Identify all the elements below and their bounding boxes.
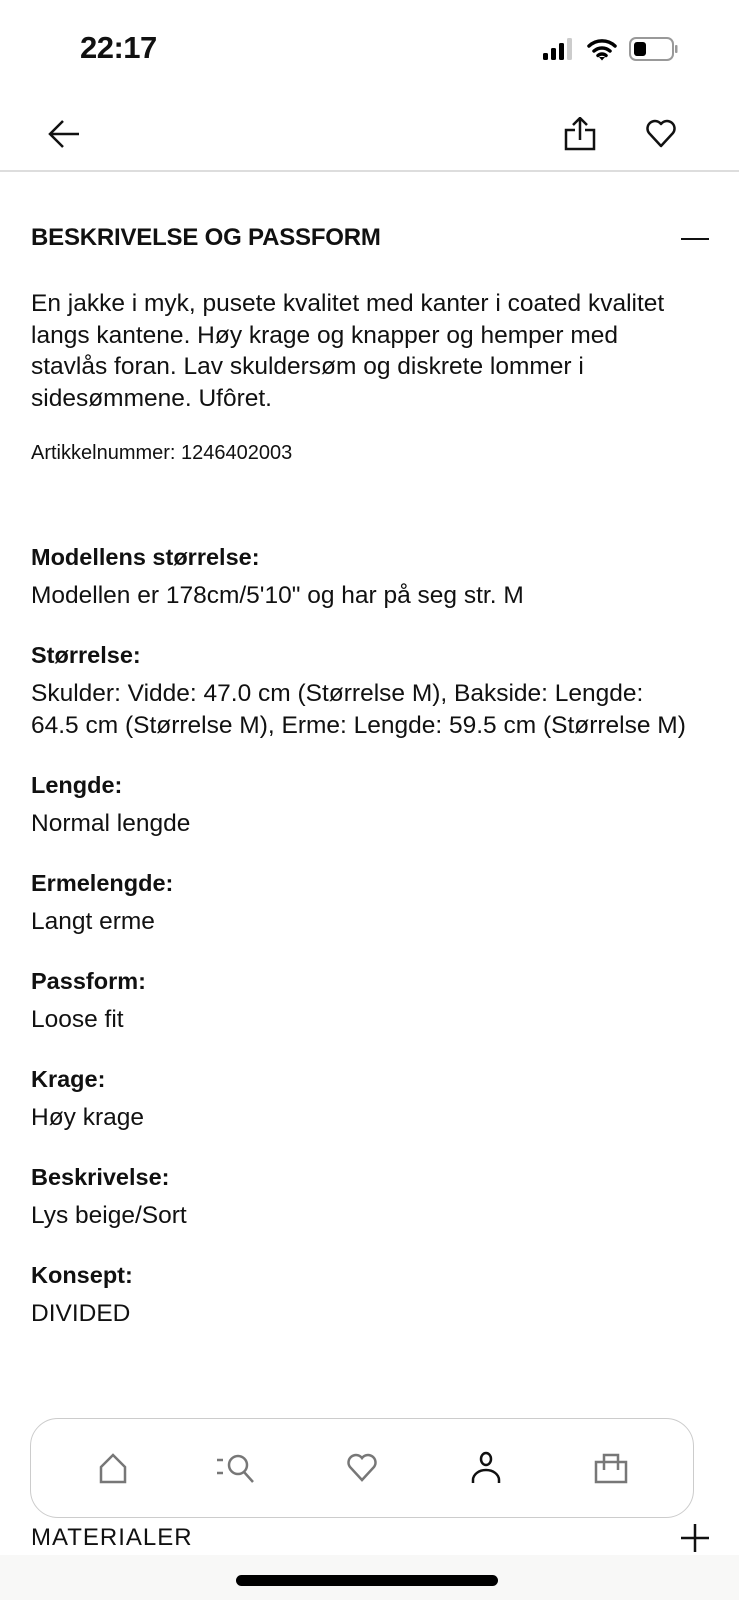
top-navigation bbox=[0, 100, 739, 172]
tab-bag[interactable] bbox=[586, 1443, 636, 1493]
home-icon bbox=[97, 1452, 129, 1484]
attribute-concept bbox=[31, 1256, 691, 1330]
attribute-label: Krage: bbox=[31, 1066, 106, 1092]
attribute-label: Størrelse: bbox=[31, 642, 141, 668]
attribute-label: Konsept: bbox=[31, 1262, 133, 1288]
battery-icon bbox=[629, 36, 679, 62]
wifi-icon bbox=[587, 37, 617, 61]
attribute-value: DIVIDED bbox=[31, 1300, 131, 1327]
attribute-fit bbox=[31, 962, 691, 1036]
attribute-value: Høy krage bbox=[31, 1104, 145, 1131]
attribute-value: Modellen er 178cm/5'10" og har på seg str. M bbox=[31, 582, 524, 609]
tab-search[interactable] bbox=[213, 1443, 263, 1493]
status-time: 22:17 bbox=[80, 30, 157, 65]
attribute-description bbox=[31, 1158, 691, 1232]
bottom-tab-bar bbox=[30, 1418, 694, 1518]
attribute-list bbox=[31, 538, 691, 1354]
signal-icon bbox=[543, 37, 575, 61]
back-button[interactable] bbox=[44, 114, 84, 154]
favorite-button[interactable] bbox=[641, 114, 681, 154]
attribute-sleeve-length bbox=[31, 864, 691, 938]
attribute-label: Lengde: bbox=[31, 772, 123, 798]
attribute-collar bbox=[31, 1060, 691, 1134]
article-number: Artikkelnummer: 1246402003 bbox=[31, 442, 293, 464]
section-title[interactable]: BESKRIVELSE OG PASSFORM bbox=[31, 224, 381, 251]
product-description: En jakke i myk, pusete kvalitet med kanter i coated kvalitet langs kantene. Høy krage og knapper og hemper med stavlås foran. Lav skuldersøm og diskrete lommer i sidesømmene. Ufôret. bbox=[31, 290, 665, 412]
attribute-value: Langt erme bbox=[31, 908, 155, 935]
arrow-left-icon bbox=[47, 119, 81, 149]
user-icon bbox=[469, 1451, 503, 1485]
heart-icon bbox=[645, 119, 677, 149]
attribute-value: Lys beige/Sort bbox=[31, 1202, 187, 1229]
share-icon bbox=[564, 117, 596, 151]
attribute-size bbox=[31, 636, 691, 742]
share-button[interactable] bbox=[560, 114, 600, 154]
search-menu-icon bbox=[216, 1452, 260, 1484]
attribute-length bbox=[31, 766, 691, 840]
tab-account[interactable] bbox=[461, 1443, 511, 1493]
attribute-value: Loose fit bbox=[31, 1006, 124, 1033]
attribute-label: Passform: bbox=[31, 968, 146, 994]
attribute-label: Ermelengde: bbox=[31, 870, 174, 896]
collapse-icon[interactable] bbox=[681, 238, 709, 240]
attribute-model-size bbox=[31, 538, 691, 612]
heart-icon bbox=[346, 1453, 378, 1483]
shopping-bag-icon bbox=[594, 1451, 628, 1485]
tab-favorites[interactable] bbox=[337, 1443, 387, 1493]
expand-plus-icon[interactable] bbox=[681, 1524, 709, 1552]
attribute-label: Beskrivelse: bbox=[31, 1164, 170, 1190]
tab-home[interactable] bbox=[88, 1443, 138, 1493]
attribute-value: Normal lengde bbox=[31, 810, 191, 837]
materials-section-title[interactable]: MATERIALER bbox=[31, 1524, 193, 1551]
status-bar bbox=[0, 0, 739, 100]
home-indicator[interactable] bbox=[236, 1575, 498, 1586]
attribute-value: Skulder: Vidde: 47.0 cm (Størrelse M), Bakside: Lengde: 64.5 cm (Størrelse M), Erme: Lengde: 59.5 cm (Størrelse M) bbox=[31, 680, 686, 739]
attribute-label: Modellens størrelse: bbox=[31, 544, 260, 570]
